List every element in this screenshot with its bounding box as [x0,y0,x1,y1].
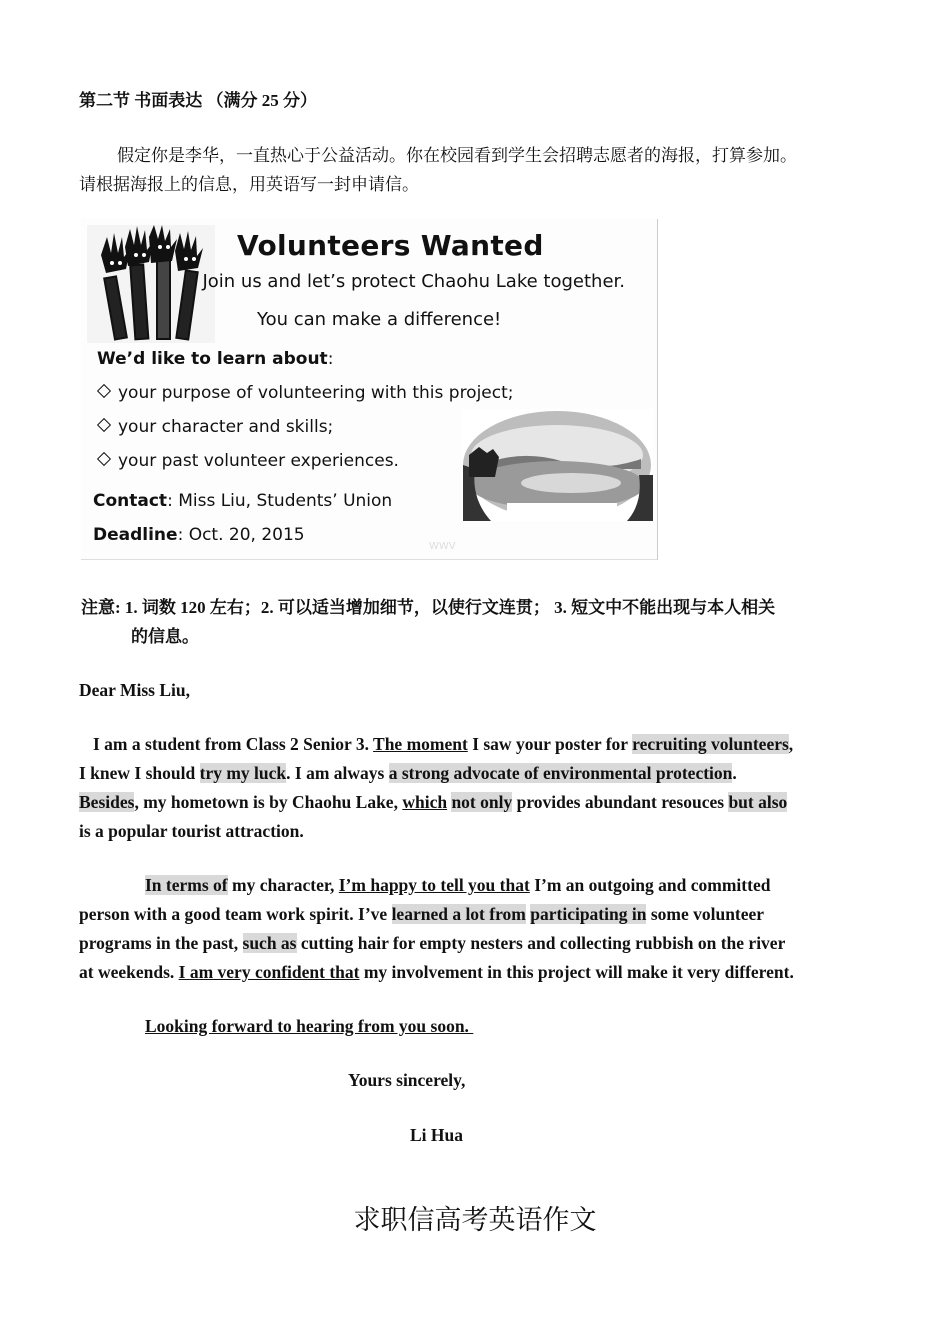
text-run: , [788,734,794,754]
underlined-phrase: I’m happy to tell you that [338,875,530,895]
volunteer-poster [81,219,658,560]
diamond-icon [97,384,111,398]
text-run: I am a student from Class 2 Senior 3. [93,734,374,754]
highlighted-phrase: try my luck [199,763,287,783]
poster-subtitle-2: You can make a difference! [257,309,502,330]
lake-photo [461,409,653,521]
poster-learn-heading [97,349,333,369]
letter-signature: Li Hua [410,1125,464,1145]
letter-greeting: Dear Miss Liu, [79,680,190,700]
page-heading: 求职信高考英语作文 [353,1205,597,1235]
poster-bullet [99,451,399,471]
bullet-text: your purpose of volunteering with this project; [118,383,514,403]
contact-label: Contact [93,491,168,511]
poster-title: Volunteers Wanted [237,229,544,262]
intro-line-1: 假定你是李华，一直热心于公益活动。你在校园看到学生会招聘志愿者的海报，打算参加。 [117,146,797,165]
watermark: WWV [429,541,456,552]
text-run: person with a good team work spirit. I’ve [79,904,392,924]
highlighted-phrase: participating in [530,904,647,924]
section-title: 第二节 书面表达 （满分 25 分） [79,91,317,110]
underlined-phrase: I am very confident that [178,962,360,982]
note-line-2: 的信息。 [131,627,199,646]
poster-bullet [99,383,514,403]
poster-contact [93,491,392,511]
deadline-label: Deadline [93,525,178,545]
diamond-icon [97,452,111,466]
underlined-phrase: which [402,792,448,812]
task-instructions [79,141,879,199]
bullet-text: your past volunteer experiences. [118,451,399,471]
highlighted-phrase: but also [728,792,788,812]
note [81,593,881,651]
learn-label: We’d like to learn about [97,349,328,369]
text-run: my character, [227,875,339,895]
letter-paragraph-2 [79,871,899,987]
text-run: provides abundant resouces [512,792,729,812]
poster-subtitle: Join us and let’s protect Chaohu Lake together. [202,271,625,292]
text-run: , my hometown is by Chaohu Lake, [134,792,403,812]
deadline-value: : Oct. 20, 2015 [177,525,305,545]
letter-closing-line: Looking forward to hearing from you soon. [145,1016,474,1036]
highlighted-phrase: Besides [79,792,135,812]
letter-signoff: Yours sincerely, [348,1070,466,1090]
highlighted-phrase: such as [242,933,297,953]
text-run: I saw your poster for [467,734,633,754]
poster-deadline [93,525,305,545]
contact-value: : Miss Liu, Students’ Union [167,491,393,511]
learn-colon: : [327,349,334,369]
text-run: I knew I should [79,763,200,783]
underlined-phrase: The moment [373,734,468,754]
text-run: is a popular tourist attraction. [79,821,304,841]
text-run: . I am always [286,763,389,783]
note-line-1: 注意: 1. 词数 120 左右；2. 可以适当增加细节，以使行文连贯； 3. 短文中不能出现与本人相关 [81,598,776,617]
highlighted-phrase: a strong advocate of environmental protection [388,763,733,783]
highlighted-phrase: not only [451,792,513,812]
letter-paragraph-1 [79,730,899,846]
highlighted-phrase: In terms of [145,875,228,895]
text-run: some volunteer [646,904,765,924]
highlighted-phrase: recruiting volunteers [632,734,789,754]
bullet-text: your character and skills; [118,417,334,437]
text-run: I’m an outgoing and committed [529,875,771,895]
intro-line-2: 请根据海报上的信息，用英语写一封申请信。 [79,175,419,194]
text-run: at weekends. [79,962,179,982]
diamond-icon [97,418,111,432]
poster-bullet [99,417,333,437]
text-run: cutting hair for empty nesters and collecting rubbish on the river [296,933,786,953]
text-run: my involvement in this project will make it very different. [359,962,794,982]
text-run: . [732,763,737,783]
text-run: programs in the past, [79,933,243,953]
highlighted-phrase: learned a lot from [391,904,526,924]
